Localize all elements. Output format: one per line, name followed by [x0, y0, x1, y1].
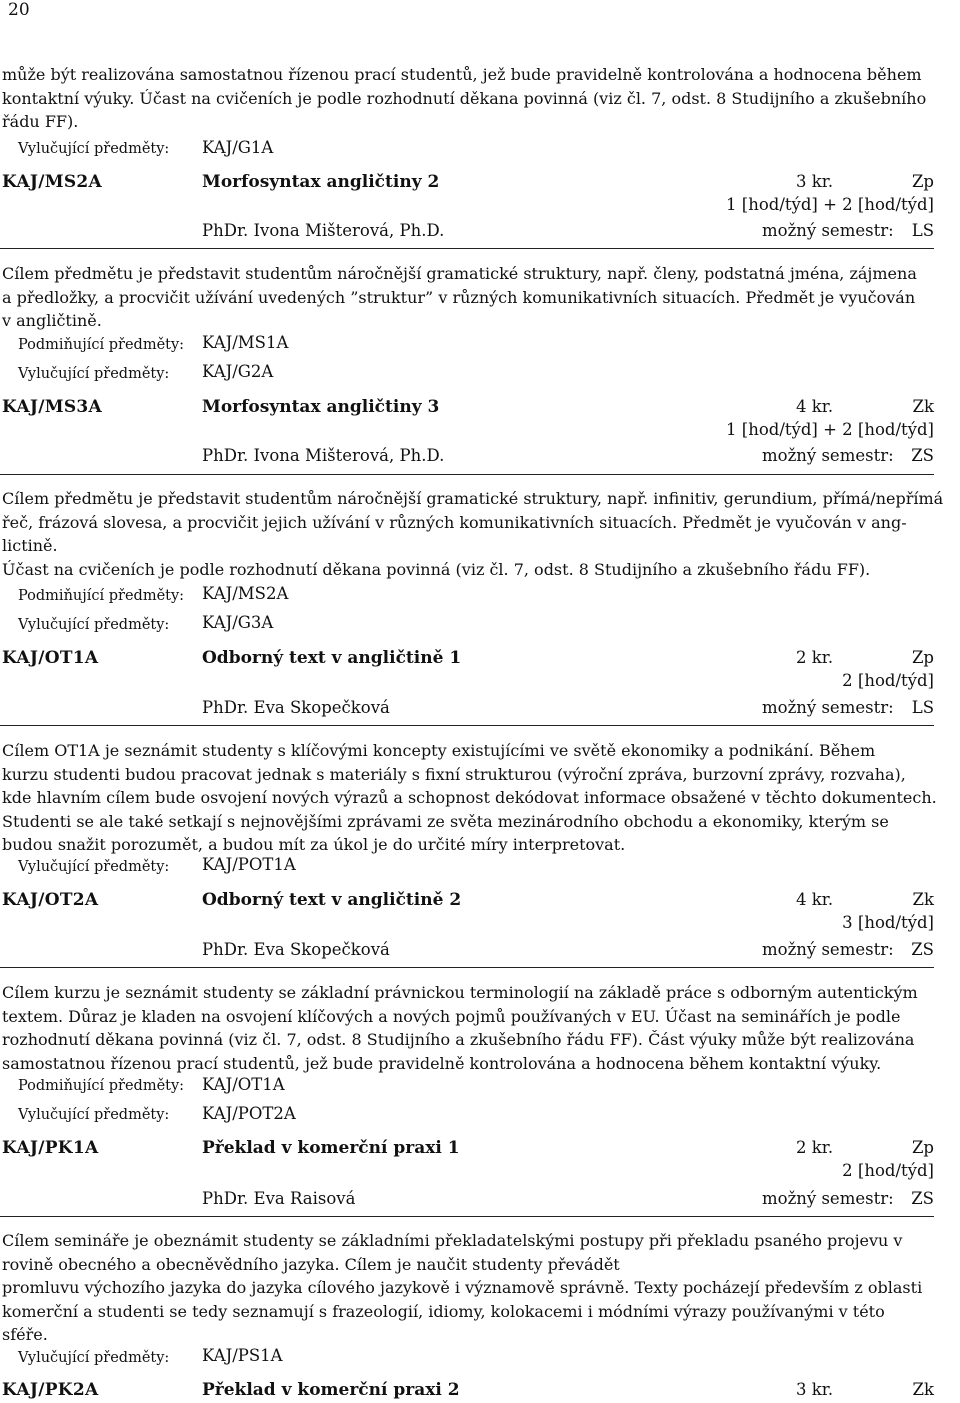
- course-semester: ZS: [911, 940, 934, 959]
- exclusive-value: KAJ/PS1A: [202, 1346, 283, 1365]
- prerequisite-label: Podmiňující předměty:: [18, 1078, 185, 1094]
- exclusive-label: Vylučující předměty:: [18, 617, 170, 633]
- course-credits: 2 kr.: [796, 648, 834, 667]
- course-credits: 4 kr.: [796, 890, 834, 909]
- course-title: Překlad v komerční praxi 2: [202, 1380, 460, 1400]
- course-exam-type: Zk: [912, 1380, 934, 1399]
- description-line: kde hlavním cílem bude osvojení nových výrazů a schopnost dekódovat informace obsažené v těchto dokumentech.: [2, 788, 937, 807]
- course-semester: LS: [911, 221, 934, 240]
- course-exam-type: Zp: [911, 648, 934, 667]
- semester-label: možný semestr:: [762, 446, 894, 465]
- intro-line: může být realizována samostatnou řízenou prací studentů, jež bude pravidelně kontrolována a hodnocena během: [2, 65, 922, 84]
- exclusive-label: Vylučující předměty:: [18, 1350, 170, 1366]
- course-description: [2, 487, 944, 581]
- course-divider: [0, 725, 934, 726]
- description-line: komerční a studenti se tedy seznamují s frazeologií, idiomy, kolokacemi i módními výrazy používanými v této: [2, 1301, 885, 1321]
- prerequisite-value: KAJ/MS2A: [202, 584, 289, 603]
- intro-exclusive-label: Vylučující předměty:: [18, 141, 170, 157]
- course-exam-type: Zp: [911, 172, 934, 191]
- exclusive-value: KAJ/POT1A: [202, 855, 296, 874]
- course-teacher: PhDr. Eva Skopečková: [202, 940, 390, 959]
- exclusive-value: KAJ/G2A: [202, 362, 274, 381]
- prerequisite-value: KAJ/MS1A: [202, 333, 289, 352]
- course-hours: 1 [hod/týd] + 2 [hod/týd]: [726, 420, 934, 439]
- course-credits: 3 kr.: [796, 172, 834, 191]
- exclusive-value: KAJ/G3A: [202, 613, 274, 632]
- course-teacher: PhDr. Eva Skopečková: [202, 698, 390, 717]
- intro-line: řádu FF).: [2, 112, 79, 131]
- course-semester: ZS: [911, 446, 934, 465]
- intro-exclusive-value: KAJ/G1A: [202, 138, 274, 157]
- exclusive-label: Vylučující předměty:: [18, 1107, 170, 1123]
- course-title: Překlad v komerční praxi 1: [202, 1138, 460, 1158]
- description-line: Účast na cvičeních je podle rozhodnutí děkana povinná (viz čl. 7, odst. 8 Studijního a zkušebního řádu FF).: [2, 559, 871, 579]
- course-code: KAJ/MS3A: [2, 397, 103, 417]
- exclusive-label: Vylučující předměty:: [18, 859, 170, 875]
- description-line: lictině.: [2, 536, 58, 555]
- course-description: [2, 739, 937, 857]
- course-divider: [0, 1216, 934, 1217]
- course-hours: 2 [hod/týd]: [842, 671, 934, 690]
- course-divider: [0, 474, 934, 475]
- prerequisite-value: KAJ/OT1A: [202, 1075, 285, 1094]
- semester-label: možný semestr:: [762, 698, 894, 717]
- intro-line: kontaktní výuky. Účast na cvičeních je podle rozhodnutí děkana povinná (viz čl. 7, odst. 8 Studijního a zkušebního: [2, 88, 927, 108]
- description-line: sféře.: [2, 1325, 48, 1344]
- course-semester: ZS: [911, 1189, 934, 1208]
- course-title: Odborný text v angličtině 2: [202, 890, 462, 910]
- prerequisite-label: Podmiňující předměty:: [18, 588, 185, 604]
- course-semester: LS: [911, 698, 934, 717]
- prerequisite-label: Podmiňující předměty:: [18, 337, 185, 353]
- description-line: Cílem předmětu je představit studentům náročnější gramatické struktury, např. infinitiv, gerundium, přímá/nepřímá: [2, 489, 944, 508]
- page-number: 20: [8, 0, 30, 20]
- course-exam-type: Zk: [912, 890, 934, 909]
- description-line: budou snažit porozumět, a budou mít za úkol je do určité míry interpretovat.: [2, 835, 626, 854]
- description-line: a předložky, a procvičit užívání uvedených ”struktur” v různých komunikativních situacích. Předmět je vyučován: [2, 287, 916, 307]
- course-divider: [0, 248, 934, 249]
- semester-label: možný semestr:: [762, 1189, 894, 1208]
- description-line: Studenti se ale také setkají s nejnovějšími zprávami ze světa mezinárodního obchodu a ekonomiky, kterým se: [2, 811, 889, 831]
- description-line: rozhodnutí děkana povinná (viz čl. 7, odst. 8 Studijního a zkušebního řádu FF). Část výuky může být realizována: [2, 1030, 915, 1049]
- semester-label: možný semestr:: [762, 221, 894, 240]
- course-exam-type: Zp: [911, 1138, 934, 1157]
- description-line: Cílem kurzu je seznámit studenty se základní právnickou terminologií na základě práce s odborným autentickým: [2, 983, 918, 1002]
- description-line: řeč, frázová slovesa, a procvičit jejich užívání v různých komunikativních situacích. Předmět je vyučován v ang-: [2, 512, 907, 532]
- course-title: Morfosyntax angličtiny 2: [202, 172, 440, 192]
- course-teacher: PhDr. Ivona Mišterová, Ph.D.: [202, 221, 445, 240]
- course-description: [2, 981, 934, 1075]
- exclusive-label: Vylučující předměty:: [18, 366, 170, 382]
- exclusive-value: KAJ/POT2A: [202, 1104, 296, 1123]
- description-line: v angličtině.: [2, 311, 102, 330]
- course-code: KAJ/MS2A: [2, 172, 103, 192]
- course-hours: 1 [hod/týd] + 2 [hod/týd]: [726, 195, 934, 214]
- course-exam-type: Zk: [912, 397, 934, 416]
- description-line: textem. Důraz je kladen na osvojení klíčových a nových pojmů používaných v EU. Účast na seminářích je podle: [2, 1006, 901, 1026]
- course-hours: 2 [hod/týd]: [842, 1161, 934, 1180]
- course-code: KAJ/PK1A: [2, 1138, 99, 1158]
- course-code: KAJ/OT2A: [2, 890, 99, 910]
- course-divider: [0, 967, 934, 968]
- description-line: Cílem semináře je obeznámit studenty se základními překladatelskými postupy při překladu psaného projevu v: [2, 1231, 903, 1250]
- course-title: Odborný text v angličtině 1: [202, 648, 462, 668]
- course-description: [2, 1229, 934, 1347]
- course-description: [2, 262, 934, 333]
- description-line: Cílem OT1A je seznámit studenty s klíčovými koncepty existujícími ve světě ekonomiky a podnikání. Během: [2, 741, 876, 760]
- course-credits: 4 kr.: [796, 397, 834, 416]
- intro-paragraph: [2, 63, 934, 134]
- course-credits: 2 kr.: [796, 1138, 834, 1157]
- description-line: kurzu studenti budou pracovat jednak s materiály s fixní strukturou (výroční zpráva, burzovní zprávy, rozvaha),: [2, 764, 906, 784]
- description-line: rovině obecného a obecněvědního jazyka. Cílem je naučit studenty převádět: [2, 1254, 620, 1274]
- course-teacher: PhDr. Ivona Mišterová, Ph.D.: [202, 446, 445, 465]
- semester-label: možný semestr:: [762, 940, 894, 959]
- course-code: KAJ/PK2A: [2, 1380, 99, 1400]
- course-teacher: PhDr. Eva Raisová: [202, 1189, 356, 1208]
- description-line: samostatnou řízenou prací studentů, jež bude pravidelně kontrolována a hodnocena během kontaktní výuky.: [2, 1053, 882, 1073]
- course-hours: 3 [hod/týd]: [842, 913, 934, 932]
- course-credits: 3 kr.: [796, 1380, 834, 1399]
- course-title: Morfosyntax angličtiny 3: [202, 397, 440, 417]
- description-line: promluvu výchozího jazyka do jazyka cílového jazykově i významově správně. Texty pocházejí především z oblasti: [2, 1278, 923, 1297]
- description-line: Cílem předmětu je představit studentům náročnější gramatické struktury, např. členy, podstatná jména, zájmena: [2, 264, 917, 283]
- course-code: KAJ/OT1A: [2, 648, 99, 668]
